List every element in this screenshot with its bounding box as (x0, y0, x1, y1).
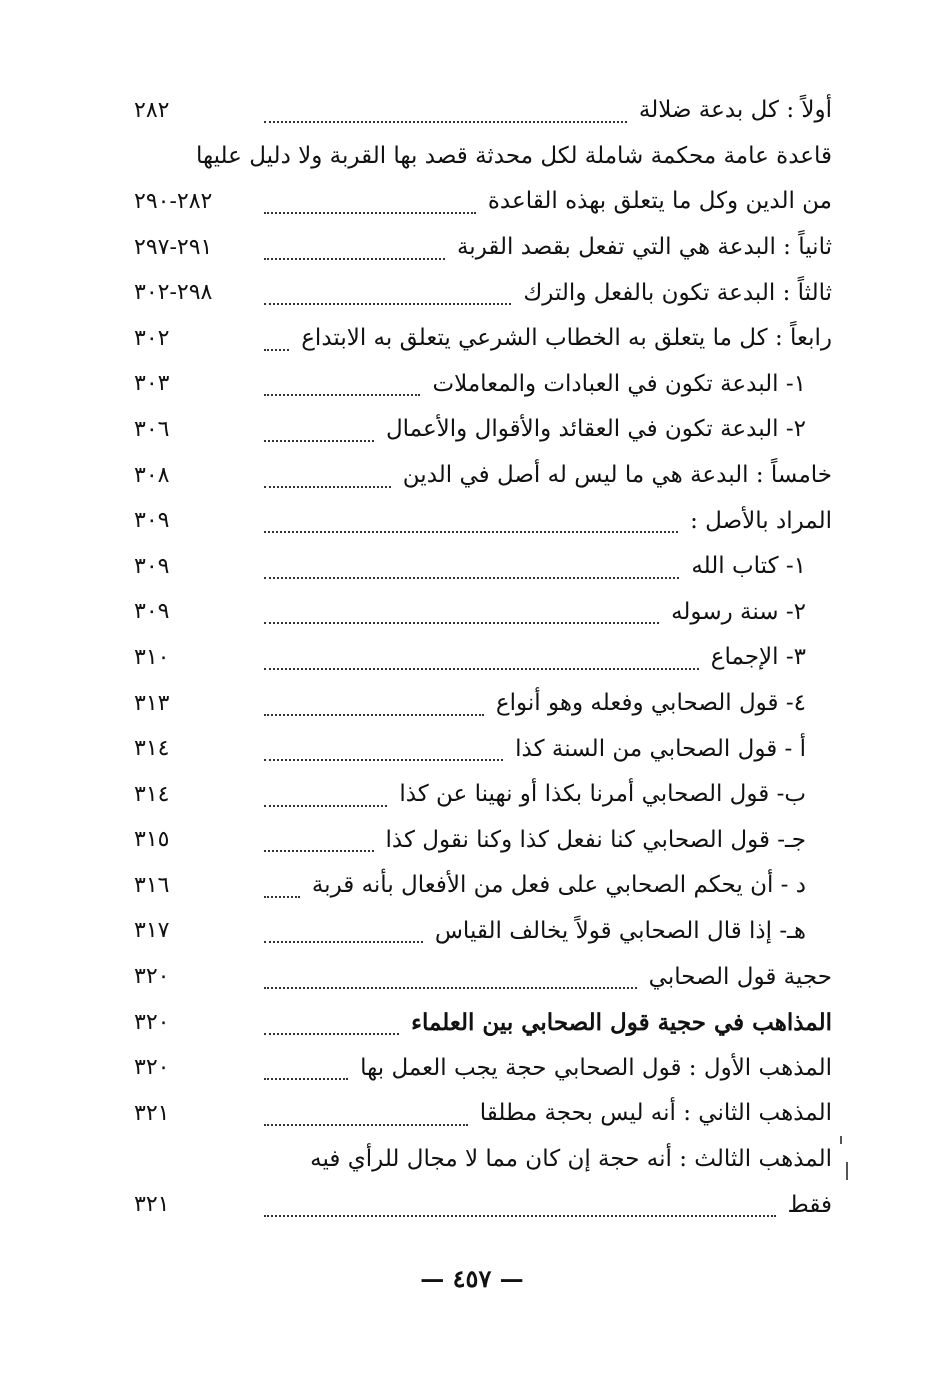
dot-leader (264, 886, 300, 898)
dot-leader (264, 293, 511, 305)
toc-entry-title: المذهب الثاني : أنه ليس بحجة مطلقا (479, 1100, 832, 1127)
dot-leader (264, 430, 374, 442)
page-number-footer: — ٤٥٧ — (420, 1264, 524, 1293)
toc-entry-page: ٣١٤ (134, 736, 170, 762)
toc-entry (128, 270, 832, 316)
dot-leader (264, 202, 476, 214)
toc-entry (128, 726, 832, 772)
dot-leader (264, 977, 637, 989)
toc-entry-title: المذهب الأول : قول الصحابي حجة يجب العمل بها (360, 1054, 832, 1081)
toc-entry-page: ٣١٠ (134, 644, 170, 670)
toc-entry-title: رابعاً : كل ما يتعلق به الخطاب الشرعي يتعلق به الابتداع (301, 325, 832, 352)
toc-entry-page: ٣٢٠ (134, 1055, 170, 1081)
toc-entry-title: ٣- الإجماع (710, 644, 806, 671)
toc-entry (128, 453, 832, 499)
toc-entry-page: ٣٢٠ (134, 964, 170, 990)
dot-leader (264, 1023, 399, 1035)
toc-entry-page: ٣٢١ (134, 1192, 170, 1218)
toc-entry-page: ٢٨٢ (134, 97, 170, 123)
margin-mark (846, 1162, 848, 1180)
dot-leader (264, 704, 484, 716)
toc-entry-page: ٣١٣ (134, 690, 170, 716)
toc-entry (128, 362, 832, 408)
toc-entry (128, 590, 832, 636)
toc-entry-title: المذاهب في حجية قول الصحابي بين العلماء (411, 1009, 832, 1037)
toc-entry-title: ٢- سنة رسوله (671, 598, 806, 625)
toc-entry (128, 954, 832, 1000)
toc-entry-title: ثانياً : البدعة هي التي تفعل بقصد القربة (456, 234, 832, 261)
toc-entry-title: حجية قول الصحابي (648, 963, 832, 990)
toc-entry-title: أ - قول الصحابي من السنة كذا (515, 735, 806, 762)
dot-leader (264, 840, 374, 852)
toc-entry-title: ثالثاً : البدعة تكون بالفعل والترك (523, 279, 832, 306)
dot-leader (264, 384, 420, 396)
toc-entry (128, 635, 832, 681)
toc-entry-page: ٣٠٣ (134, 371, 170, 397)
toc-entry-title: هـ- إذا قال الصحابي قولاً يخالف القياس (434, 917, 806, 944)
toc-entry-title: من الدين وكل ما يتعلق بهذه القاعدة (487, 188, 832, 215)
dot-leader (264, 1068, 348, 1080)
toc-entry-page: ٣١٦ (134, 872, 170, 898)
dot-leader (264, 521, 678, 533)
toc-entry (128, 544, 832, 590)
toc-entry-page: ٢٩٨-٣٠٢ (134, 280, 213, 306)
toc-entry (128, 1137, 832, 1183)
margin-mark (840, 1136, 842, 1144)
toc-entry (128, 1182, 832, 1228)
toc-entry-page: ٣٢١ (134, 1100, 170, 1126)
toc-entry-title: فقط (787, 1191, 832, 1218)
toc-entry-page: ٣١٧ (134, 918, 170, 944)
dot-leader (264, 749, 503, 761)
toc-entry (128, 818, 832, 864)
toc-entry (128, 134, 832, 180)
toc-entry-page: ٢٨٢-٢٩٠ (134, 188, 213, 214)
toc-entry-title: ب- قول الصحابي أمرنا بكذا أو نهينا عن كذا (399, 781, 806, 808)
toc-entry-title: ٢- البدعة تكون في العقائد والأقوال والأعمال (385, 416, 806, 443)
toc-entry-title: أولاً : كل بدعة ضلالة (638, 97, 832, 124)
toc-entry-title: ١- كتاب الله (691, 553, 806, 580)
toc-entry-page: ٣٠٨ (134, 462, 170, 488)
dot-leader (264, 567, 679, 579)
dot-leader (264, 339, 289, 351)
dot-leader (264, 1205, 776, 1217)
toc-entry-page: ٣٠٦ (134, 416, 170, 442)
toc-entry (128, 225, 832, 271)
toc-entry-page: ٣٠٢ (134, 325, 170, 351)
toc-entry-page: ٣٠٩ (134, 553, 170, 579)
toc-entry (128, 909, 832, 955)
toc-entry-title: قاعدة عامة محكمة شاملة لكل محدثة قصد بها القربة ولا دليل عليها (196, 142, 832, 169)
dot-leader (264, 476, 391, 488)
toc-entry (128, 407, 832, 453)
toc-entry (128, 772, 832, 818)
toc-entry-title: المذهب الثالث : أنه حجة إن كان مما لا مجال للرأي فيه (310, 1145, 832, 1172)
toc-entry (128, 316, 832, 362)
toc-entry (128, 1045, 832, 1091)
table-of-contents (128, 88, 832, 1228)
toc-entry (128, 88, 832, 134)
toc-entry-page: ٣٠٩ (134, 599, 170, 625)
dot-leader (264, 248, 445, 260)
toc-entry (128, 1091, 832, 1137)
toc-entry (128, 179, 832, 225)
toc-entry-page: ٣٠٩ (134, 508, 170, 534)
toc-entry (128, 1000, 832, 1046)
toc-entry-page: ٣١٥ (134, 827, 170, 853)
toc-entry-title: جـ- قول الصحابي كنا نفعل كذا وكنا نقول كذا (385, 826, 806, 853)
toc-entry-page: ٣١٤ (134, 781, 170, 807)
dot-leader (264, 795, 387, 807)
toc-entry-title: ١- البدعة تكون في العبادات والمعاملات (432, 370, 806, 397)
toc-entry-title: المراد بالأصل : (690, 507, 832, 534)
dot-leader (264, 1114, 468, 1126)
dot-leader (264, 931, 423, 943)
toc-entry-title: ٤- قول الصحابي وفعله وهو أنواع (495, 690, 806, 717)
dot-leader (264, 612, 659, 624)
toc-entry (128, 681, 832, 727)
toc-entry-page: ٢٩١-٢٩٧ (134, 234, 213, 260)
toc-entry-title: خامساً : البدعة هي ما ليس له أصل في الدين (402, 462, 832, 489)
toc-entry (128, 498, 832, 544)
toc-entry-title: د - أن يحكم الصحابي على فعل من الأفعال بأنه قربة (311, 872, 806, 899)
dot-leader (264, 111, 627, 123)
dot-leader (264, 658, 699, 670)
toc-entry (128, 863, 832, 909)
toc-entry-page: ٣٢٠ (134, 1009, 170, 1035)
